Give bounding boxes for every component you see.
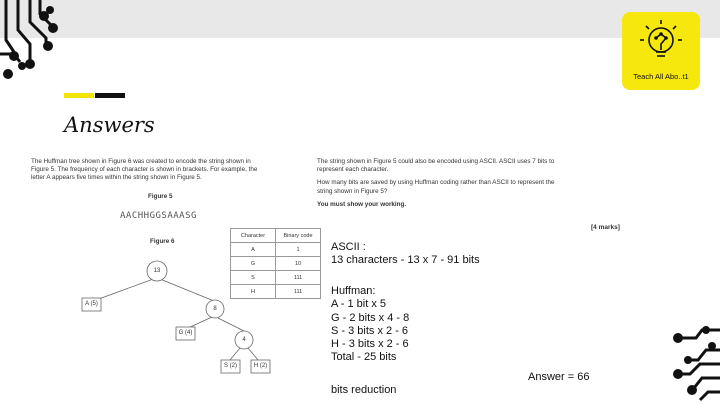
answer-line: Huffman: bbox=[331, 285, 376, 297]
question-line: You must show your working. bbox=[317, 200, 407, 208]
table-cell: A bbox=[231, 243, 276, 257]
node-label: 8 bbox=[213, 306, 217, 312]
intro-line: letter A appears five times within the string shown in Figure 5. bbox=[31, 174, 202, 182]
table-header: Character bbox=[231, 229, 276, 243]
question-line: represent each character. bbox=[317, 166, 389, 174]
figure5-label: Figure 5 bbox=[148, 193, 173, 200]
final-answer: Answer = 66 bbox=[528, 371, 590, 383]
node-label: G (4) bbox=[178, 330, 193, 336]
answer-line: H - 3 bits x 2 - 6 bbox=[331, 338, 409, 351]
question-line: How many bits are saved by using Huffman coding rather than ASCII to represent the bbox=[317, 179, 555, 187]
answer-line: Total - 25 bits bbox=[331, 351, 397, 364]
logo-text: Teach All Abo..t1 bbox=[633, 72, 689, 81]
table-cell: S bbox=[231, 271, 276, 285]
slide-title: Answers bbox=[64, 113, 155, 137]
figure5-string: AACHHGGSAAASG bbox=[120, 211, 197, 221]
answer-line: ASCII : bbox=[331, 241, 366, 253]
table-cell: 10 bbox=[276, 257, 321, 271]
answer-line: S - 3 bits x 2 - 6 bbox=[331, 324, 409, 337]
table-header: Binary code bbox=[276, 229, 321, 243]
figure6-label: Figure 6 bbox=[150, 238, 175, 245]
table-cell: H bbox=[231, 285, 276, 299]
node-label: 13 bbox=[153, 268, 161, 274]
bits-reduction: bits reduction bbox=[331, 384, 397, 396]
table-cell: 111 bbox=[276, 271, 321, 285]
table-cell: 1 bbox=[276, 243, 321, 257]
question-line: string shown in Figure 5? bbox=[317, 187, 388, 195]
node-label: A (5) bbox=[85, 301, 98, 307]
intro-line: Figure 5. The frequency of each character is shown in brackets. For example, the bbox=[31, 166, 258, 174]
answer-line: 13 characters - 13 x 7 - 91 bits bbox=[331, 254, 480, 267]
ascii-answer bbox=[331, 241, 480, 268]
answer-line: A - 1 bit x 5 bbox=[331, 298, 387, 311]
node-label: H (2) bbox=[253, 363, 268, 369]
intro-line: The Huffman tree shown in Figure 6 was created to encode the string shown in bbox=[31, 158, 251, 165]
question-line: The string shown in Figure 5 could also be encoded using ASCII. ASCII uses 7 bits to bbox=[317, 158, 555, 165]
node-label: 4 bbox=[242, 337, 246, 343]
huffman-answer bbox=[331, 285, 409, 365]
answer-line: G - 2 bits x 4 - 8 bbox=[331, 311, 410, 324]
question-right bbox=[317, 158, 555, 209]
node-label: S (2) bbox=[223, 363, 237, 369]
marks-label: [4 marks] bbox=[591, 224, 620, 231]
table-cell: 111 bbox=[276, 285, 321, 299]
table-cell: G bbox=[231, 257, 276, 271]
